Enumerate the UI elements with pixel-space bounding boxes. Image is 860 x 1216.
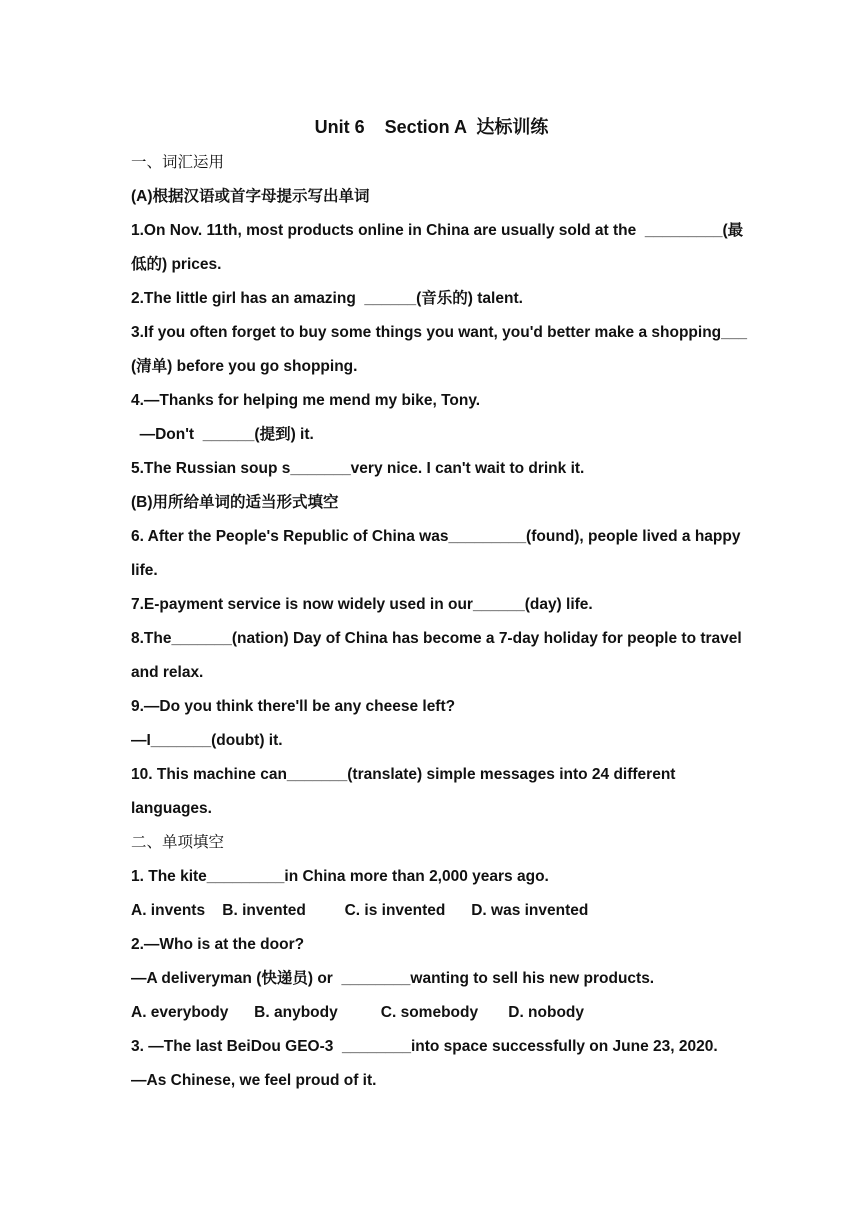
question-line: —As Chinese, we feel proud of it. — [131, 1072, 377, 1089]
question-line: —I_______(doubt) it. — [131, 732, 283, 749]
answer-options: A. everybody B. anybody C. somebody D. nobody — [131, 1004, 585, 1021]
question-line: 低的) prices. — [131, 256, 222, 273]
section-heading-multiple-choice: 二、单项填空 — [131, 834, 225, 851]
question-line: 6. After the People's Republic of China was_________(found), people lived a happy — [131, 528, 741, 545]
question-line: 3.If you often forget to buy some things you want, you'd better make a shopping___ — [131, 324, 748, 341]
question-line: —Don't ______(提到) it. — [131, 426, 314, 443]
document-body — [131, 146, 748, 1098]
question-line: 10. This machine can_______(translate) simple messages into 24 different — [131, 766, 676, 783]
subsection-heading-b: (B)用所给单词的适当形式填空 — [131, 494, 339, 511]
question-line: 1. The kite_________in China more than 2,000 years ago. — [131, 868, 549, 885]
section-heading-vocabulary: 一、词汇运用 — [131, 154, 225, 171]
question-line: —A deliveryman (快递员) or ________wanting to sell his new products. — [131, 970, 655, 987]
question-line: (清单) before you go shopping. — [131, 358, 358, 375]
question-line: and relax. — [131, 664, 204, 681]
question-line: 5.The Russian soup s_______very nice. I can't wait to drink it. — [131, 460, 585, 477]
question-line: 4.—Thanks for helping me mend my bike, Tony. — [131, 392, 481, 409]
question-line: languages. — [131, 800, 212, 817]
subsection-heading-a: (A)根据汉语或首字母提示写出单词 — [131, 188, 370, 205]
question-line: life. — [131, 562, 158, 579]
question-line: 1.On Nov. 11th, most products online in China are usually sold at the _________(最 — [131, 222, 744, 239]
document-title: Unit 6 Section A 达标训练 — [314, 117, 549, 137]
question-line: 2.The little girl has an amazing ______(音乐的) talent. — [131, 290, 523, 307]
question-line: 3. —The last BeiDou GEO-3 ________into space successfully on June 23, 2020. — [131, 1038, 718, 1055]
answer-options: A. invents B. invented C. is invented D. was invented — [131, 902, 589, 919]
question-line: 7.E-payment service is now widely used in our______(day) life. — [131, 596, 593, 613]
question-line: 2.—Who is at the door? — [131, 936, 305, 953]
question-line: 9.—Do you think there'll be any cheese left? — [131, 698, 456, 715]
question-line: 8.The_______(nation) Day of China has become a 7-day holiday for people to travel — [131, 630, 742, 647]
